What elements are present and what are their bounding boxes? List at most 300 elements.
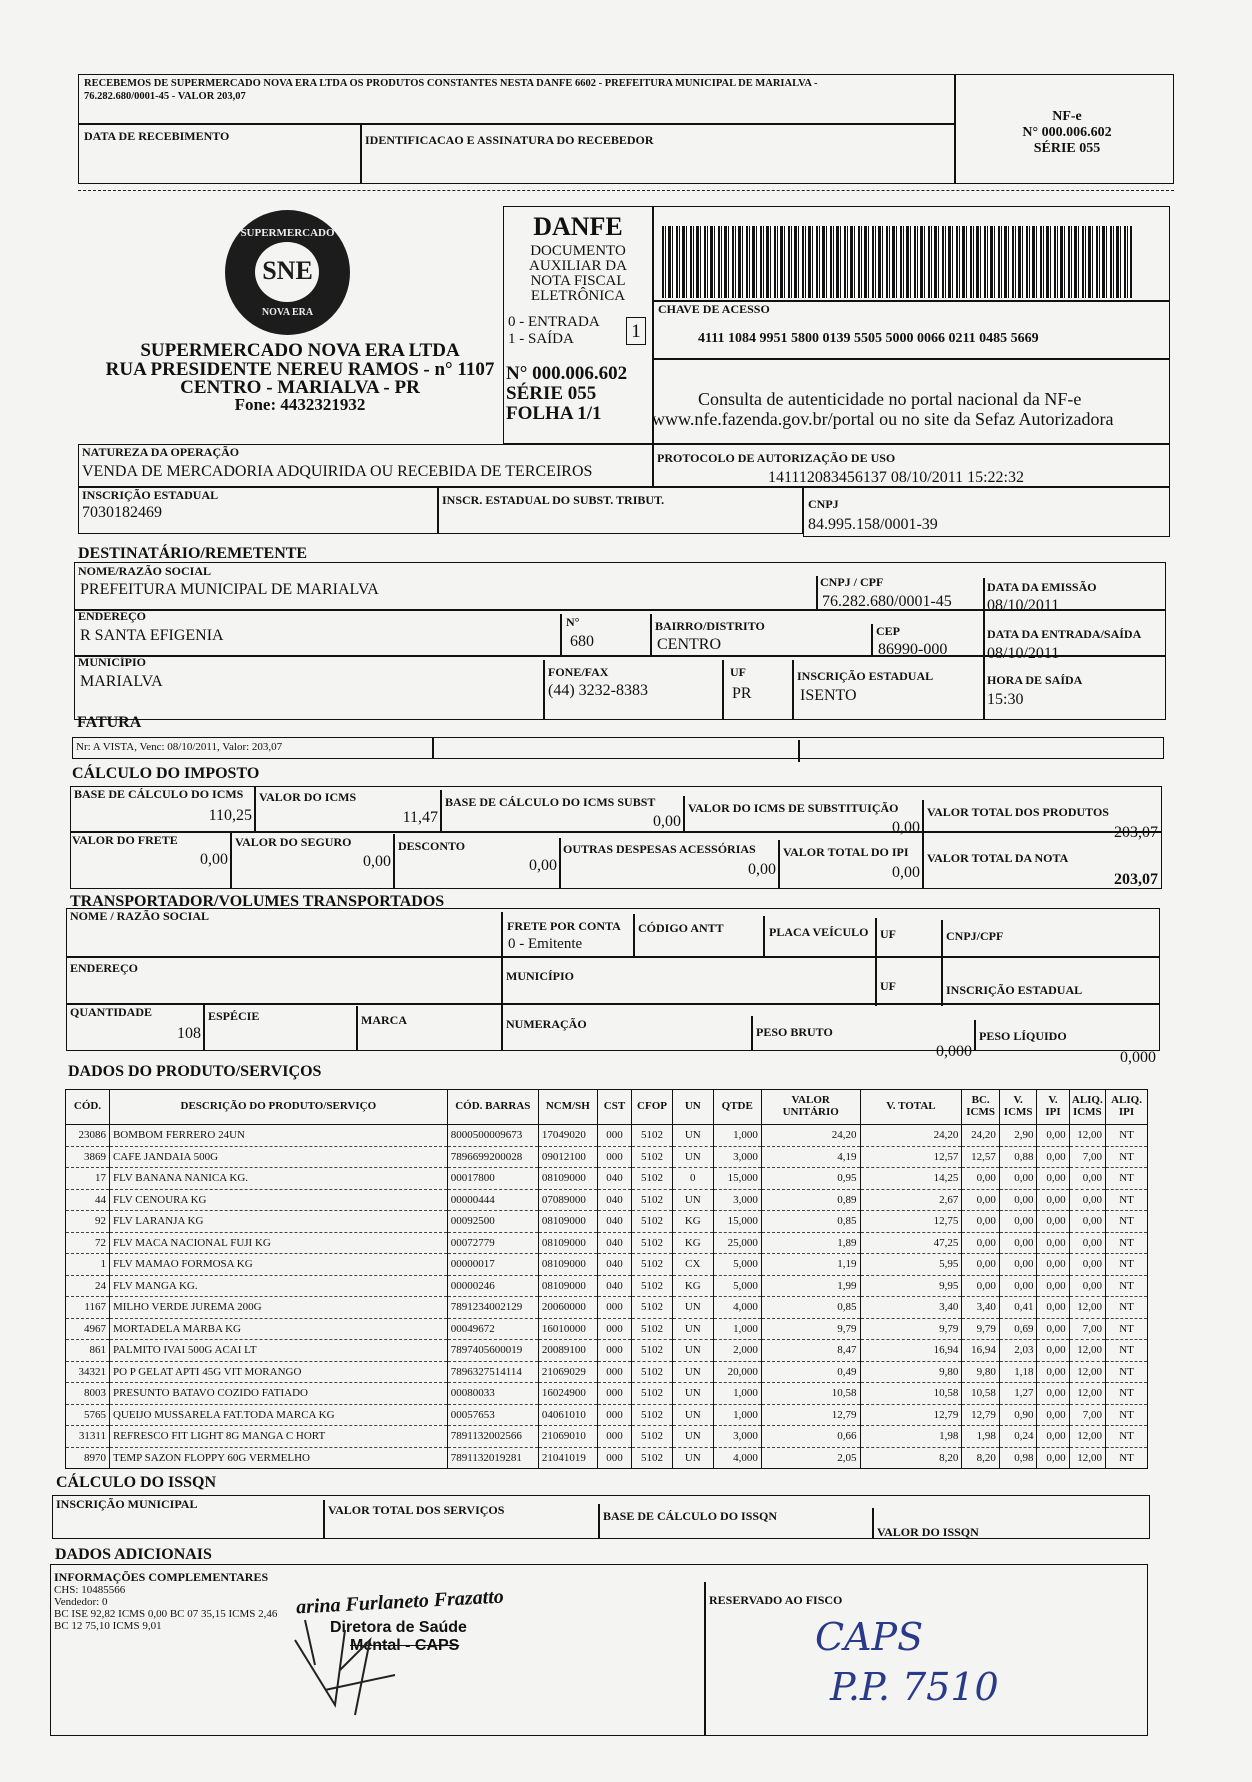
table-cell: 2,000 <box>713 1340 761 1362</box>
table-cell: 7,00 <box>1069 1318 1105 1340</box>
table-cell: 0,69 <box>999 1318 1037 1340</box>
signature-name: arina Furlaneto Frazatto <box>295 1585 505 1619</box>
cut-line <box>78 190 1174 191</box>
table-cell: 0,85 <box>761 1297 860 1319</box>
chave-label: CHAVE DE ACESSO <box>658 302 770 316</box>
total-prod: 203,07 <box>1114 824 1158 841</box>
table-cell: 0,00 <box>1069 1211 1105 1233</box>
table-cell: 3,40 <box>962 1297 1000 1319</box>
table-cell: NT <box>1106 1447 1148 1469</box>
table-cell: FLV MAMAO FORMOSA KG <box>109 1254 447 1276</box>
dest-endereco-label: ENDEREÇO <box>78 609 147 623</box>
table-cell: 2,67 <box>860 1189 962 1211</box>
ipi-label: VALOR TOTAL DO IPI <box>783 845 909 859</box>
table-row <box>66 1426 1148 1448</box>
destinatario-title: DESTINATÁRIO/REMETENTE <box>78 545 308 562</box>
dest-nome: PREFEITURA MUNICIPAL DE MARIALVA <box>80 581 379 598</box>
table-cell: 2,03 <box>999 1340 1037 1362</box>
table-cell: 5102 <box>632 1447 673 1469</box>
table-cell: 0,49 <box>761 1361 860 1383</box>
table-cell: 21069029 <box>538 1361 597 1383</box>
col-header: DESCRIÇÃO DO PRODUTO/SERVIÇO <box>109 1090 447 1125</box>
transp-antt-label: CÓDIGO ANTT <box>638 921 724 935</box>
danfe-sub4: ELETRÔNICA <box>530 288 626 304</box>
table-cell: 040 <box>597 1254 631 1276</box>
table-cell: 7896699200028 <box>447 1146 538 1168</box>
col-header: V. ICMS <box>999 1090 1037 1125</box>
bc-st-label: BASE DE CÁLCULO DO ICMS SUBST <box>445 795 656 809</box>
table-cell: 5102 <box>632 1254 673 1276</box>
table-cell: 17 <box>66 1168 110 1190</box>
table-cell: 5102 <box>632 1404 673 1426</box>
table-cell: 16010000 <box>538 1318 597 1340</box>
table-cell: 0,00 <box>1037 1361 1069 1383</box>
table-cell: 0,00 <box>1037 1404 1069 1426</box>
table-cell: 0,00 <box>999 1211 1037 1233</box>
dest-municipio-label: MUNICÍPIO <box>78 655 146 669</box>
table-cell: 1,98 <box>860 1426 962 1448</box>
transp-municipio-label: MUNICÍPIO <box>506 969 574 983</box>
table-cell: 24 <box>66 1275 110 1297</box>
table-cell: UN <box>672 1447 713 1469</box>
table-cell: 7896327514114 <box>447 1361 538 1383</box>
danfe-tipo-box: 1 <box>626 317 646 345</box>
table-cell: 0,00 <box>962 1275 1000 1297</box>
table-cell: 5102 <box>632 1297 673 1319</box>
table-cell: 12,00 <box>1069 1125 1105 1147</box>
table-cell: 000 <box>597 1447 631 1469</box>
table-cell: 0,00 <box>1037 1254 1069 1276</box>
table-cell: TEMP SAZON FLOPPY 60G VERMELHO <box>109 1447 447 1469</box>
table-cell: 25,000 <box>713 1232 761 1254</box>
dest-endereco: R SANTA EFIGENIA <box>80 627 224 644</box>
table-cell: 24,20 <box>962 1125 1000 1147</box>
table-cell: 0,00 <box>999 1168 1037 1190</box>
table-cell: 1,000 <box>713 1404 761 1426</box>
table-cell: NT <box>1106 1254 1148 1276</box>
col-header: CFOP <box>632 1090 673 1125</box>
dest-bairro: CENTRO <box>657 636 721 653</box>
col-header: CÓD. <box>66 1090 110 1125</box>
table-row <box>66 1318 1148 1340</box>
table-row <box>66 1340 1148 1362</box>
table-cell: 0,00 <box>1069 1254 1105 1276</box>
table-cell: 000 <box>597 1125 631 1147</box>
dest-uf-label: UF <box>730 665 746 679</box>
table-cell: 00000017 <box>447 1254 538 1276</box>
table-cell: 12,57 <box>860 1146 962 1168</box>
table-cell: 0,00 <box>1037 1447 1069 1469</box>
table-cell: PALMITO IVAI 500G ACAI LT <box>109 1340 447 1362</box>
transp-endereco-label: ENDEREÇO <box>70 961 139 975</box>
table-cell: 7891132002566 <box>447 1426 538 1448</box>
table-cell: 0,00 <box>1037 1383 1069 1405</box>
natureza-label: NATUREZA DA OPERAÇÃO <box>82 445 240 459</box>
dest-hora: 15:30 <box>987 691 1024 708</box>
products-table <box>65 1089 1148 1469</box>
table-cell: 1,27 <box>999 1383 1037 1405</box>
table-cell: 8003 <box>66 1383 110 1405</box>
bc-st: 0,00 <box>653 813 681 830</box>
table-cell: 4,19 <box>761 1146 860 1168</box>
table-cell: 14,25 <box>860 1168 962 1190</box>
table-cell: 12,57 <box>962 1146 1000 1168</box>
table-cell: 00080033 <box>447 1383 538 1405</box>
table-cell: FLV BANANA NANICA KG. <box>109 1168 447 1190</box>
table-cell: NT <box>1106 1168 1148 1190</box>
table-cell: NT <box>1106 1383 1148 1405</box>
table-cell: 31311 <box>66 1426 110 1448</box>
barcode <box>662 226 1132 298</box>
table-cell: 0,85 <box>761 1211 860 1233</box>
dest-numero-label: N° <box>566 615 580 629</box>
col-header: BC. ICMS <box>962 1090 1000 1125</box>
info-linha-1: CHS: 10485566 <box>54 1584 126 1596</box>
total-nota-label: VALOR TOTAL DA NOTA <box>927 851 1069 865</box>
table-cell: NT <box>1106 1340 1148 1362</box>
table-cell: 0,00 <box>962 1232 1000 1254</box>
table-row <box>66 1275 1148 1297</box>
table-cell: NT <box>1106 1426 1148 1448</box>
protocolo-valor: 141112083456137 08/10/2011 15:22:32 <box>768 469 1024 486</box>
col-header: UN <box>672 1090 713 1125</box>
table-cell: 21069010 <box>538 1426 597 1448</box>
info-linha-4: BC 12 75,10 ICMS 9,01 <box>54 1620 162 1632</box>
dest-emissao-label: DATA DA EMISSÃO <box>987 580 1097 594</box>
table-cell: 20089100 <box>538 1340 597 1362</box>
info-linha-3: BC ISE 92,82 ICMS 0,00 BC 07 35,15 ICMS 2,46 <box>54 1608 278 1620</box>
table-cell: CAFE JANDAIA 500G <box>109 1146 447 1168</box>
emitente-fone: Fone: 4432321932 <box>234 395 366 414</box>
table-cell: 0,00 <box>1037 1211 1069 1233</box>
frete: 0,00 <box>200 851 228 868</box>
desconto-label: DESCONTO <box>398 839 466 853</box>
table-cell: UN <box>672 1361 713 1383</box>
table-cell: 0,00 <box>1069 1189 1105 1211</box>
transp-liquido-label: PESO LÍQUIDO <box>979 1029 1067 1043</box>
dest-numero: 680 <box>570 633 594 650</box>
table-cell: 00049672 <box>447 1318 538 1340</box>
ie-st-label: INSCR. ESTADUAL DO SUBST. TRIBUT. <box>442 493 665 507</box>
table-cell: 4,000 <box>713 1297 761 1319</box>
natureza-valor: VENDA DE MERCADORIA ADQUIRIDA OU RECEBIDA DE TERCEIROS <box>82 463 593 480</box>
table-cell: NT <box>1106 1404 1148 1426</box>
table-cell: 1,000 <box>713 1318 761 1340</box>
dest-ie-label: INSCRIÇÃO ESTADUAL <box>797 669 934 683</box>
dest-nome-label: NOME/RAZÃO SOCIAL <box>78 564 212 578</box>
table-cell: 861 <box>66 1340 110 1362</box>
table-cell: 08109000 <box>538 1254 597 1276</box>
logo-text-top: SUPERMERCADO <box>240 227 335 239</box>
dest-cnpj-label: CNPJ / CPF <box>820 575 884 589</box>
col-header: NCM/SH <box>538 1090 597 1125</box>
dest-cep: 86990-000 <box>878 641 948 658</box>
table-cell: 7897405600019 <box>447 1340 538 1362</box>
table-cell: 8,20 <box>860 1447 962 1469</box>
danfe-numero: N° 000.006.602 <box>506 363 628 384</box>
table-cell: 0,88 <box>999 1146 1037 1168</box>
table-cell: FLV LARANJA KG <box>109 1211 447 1233</box>
dest-entrada: 08/10/2011 <box>987 645 1060 662</box>
table-cell: NT <box>1106 1211 1148 1233</box>
desconto: 0,00 <box>529 857 557 874</box>
table-cell: 3,000 <box>713 1426 761 1448</box>
danfe-sub2: AUXILIAR DA <box>529 258 627 274</box>
issqn-title: CÁLCULO DO ISSQN <box>56 1474 217 1491</box>
table-cell: 0,00 <box>1037 1318 1069 1340</box>
table-cell: 10,58 <box>761 1383 860 1405</box>
issqn-servicos-label: VALOR TOTAL DOS SERVIÇOS <box>328 1503 505 1517</box>
dest-bairro-label: BAIRRO/DISTRITO <box>655 619 765 633</box>
table-cell: 5102 <box>632 1383 673 1405</box>
signature-scribble <box>285 1610 425 1720</box>
table-cell: 040 <box>597 1168 631 1190</box>
stamp-line-2: Mental - CAPS <box>350 1637 460 1654</box>
table-cell: NT <box>1106 1189 1148 1211</box>
table-cell: 7,00 <box>1069 1404 1105 1426</box>
table-cell: 000 <box>597 1361 631 1383</box>
table-cell: 16,94 <box>962 1340 1000 1362</box>
table-cell: 16,94 <box>860 1340 962 1362</box>
table-cell: 0,00 <box>1037 1189 1069 1211</box>
table-cell: 0,00 <box>999 1254 1037 1276</box>
table-cell: 47,25 <box>860 1232 962 1254</box>
table-cell: 000 <box>597 1318 631 1340</box>
table-cell: 12,79 <box>761 1404 860 1426</box>
table-cell: 1,000 <box>713 1383 761 1405</box>
table-cell: 1,000 <box>713 1125 761 1147</box>
table-cell: 10,58 <box>860 1383 962 1405</box>
col-header: ALIQ. IPI <box>1106 1090 1148 1125</box>
table-cell: 9,80 <box>860 1361 962 1383</box>
table-cell: 1 <box>66 1254 110 1276</box>
table-cell: NT <box>1106 1297 1148 1319</box>
table-row <box>66 1125 1148 1147</box>
table-cell: 2,90 <box>999 1125 1037 1147</box>
table-cell: 040 <box>597 1232 631 1254</box>
table-cell: 04061010 <box>538 1404 597 1426</box>
table-cell: 5102 <box>632 1232 673 1254</box>
fatura-texto: Nr: A VISTA, Venc: 08/10/2011, Valor: 203,07 <box>76 741 283 753</box>
table-cell: FLV CENOURA KG <box>109 1189 447 1211</box>
table-row <box>66 1361 1148 1383</box>
emitente-cidade: CENTRO - MARIALVA - PR <box>180 377 420 398</box>
table-cell: 20,000 <box>713 1361 761 1383</box>
table-cell: 7891132019281 <box>447 1447 538 1469</box>
danfe-saida: 1 - SAÍDA <box>508 331 574 347</box>
table-cell: 3,000 <box>713 1146 761 1168</box>
danfe-sub3: NOTA FISCAL <box>530 273 626 289</box>
outras-label: OUTRAS DESPESAS ACESSÓRIAS <box>563 842 756 856</box>
consulta-1: Consulta de autenticidade no portal nacional da NF-e <box>698 389 1082 409</box>
bc-icms-label: BASE DE CÁLCULO DO ICMS <box>74 787 244 801</box>
table-cell: 0,00 <box>1037 1426 1069 1448</box>
table-cell: 1,98 <box>962 1426 1000 1448</box>
dest-entrada-label: DATA DA ENTRADA/SAÍDA <box>987 627 1142 641</box>
reservado-label: RESERVADO AO FISCO <box>709 1593 843 1607</box>
frete-label: VALOR DO FRETE <box>72 833 178 847</box>
dest-fone: (44) 3232-8383 <box>548 682 648 699</box>
table-cell: 8,47 <box>761 1340 860 1362</box>
table-cell: 5102 <box>632 1426 673 1448</box>
table-cell: 5102 <box>632 1125 673 1147</box>
ie-valor: 7030182469 <box>82 504 162 521</box>
table-row <box>66 1404 1148 1426</box>
table-cell: CX <box>672 1254 713 1276</box>
chave-valor: 4111 1084 9951 5800 0139 5505 5000 0066 0211 0485 5669 <box>698 331 1039 346</box>
table-cell: 5,95 <box>860 1254 962 1276</box>
table-cell: FLV MANGA KG. <box>109 1275 447 1297</box>
table-cell: NT <box>1106 1232 1148 1254</box>
table-cell: UN <box>672 1426 713 1448</box>
transp-numeracao-label: NUMERAÇÃO <box>506 1017 587 1031</box>
table-cell: QUEIJO MUSSARELA FAT.TODA MARCA KG <box>109 1404 447 1426</box>
logo-text-bottom: NOVA ERA <box>261 307 314 318</box>
canhoto-nfe: NF-e <box>1052 109 1082 124</box>
table-cell: 34321 <box>66 1361 110 1383</box>
canhoto-recebemos: RECEBEMOS DE SUPERMERCADO NOVA ERA LTDA OS PRODUTOS CONSTANTES NESTA DANFE 6602 - PREFEITURA MUNICIPAL DE MARIALVA - <box>84 78 818 89</box>
table-cell: 5102 <box>632 1340 673 1362</box>
table-cell: UN <box>672 1383 713 1405</box>
table-cell: 3869 <box>66 1146 110 1168</box>
table-cell: 000 <box>597 1426 631 1448</box>
table-cell: UN <box>672 1297 713 1319</box>
ipi: 0,00 <box>892 864 920 881</box>
table-cell: 000 <box>597 1340 631 1362</box>
dest-ie: ISENTO <box>800 687 857 704</box>
table-cell: 17049020 <box>538 1125 597 1147</box>
emitente-nome: SUPERMERCADO NOVA ERA LTDA <box>140 340 460 361</box>
table-cell: 1,99 <box>761 1275 860 1297</box>
transp-uf2-label: UF <box>880 979 896 993</box>
transp-uf-label: UF <box>880 927 896 941</box>
table-cell: 20060000 <box>538 1297 597 1319</box>
table-cell: 0,00 <box>1037 1146 1069 1168</box>
table-cell: 3,40 <box>860 1297 962 1319</box>
table-cell: 07089000 <box>538 1189 597 1211</box>
table-cell: 4967 <box>66 1318 110 1340</box>
canhoto-serie: SÉRIE 055 <box>1033 141 1101 156</box>
table-cell: 5,000 <box>713 1254 761 1276</box>
table-cell: 5102 <box>632 1168 673 1190</box>
transp-cnpj-label: CNPJ/CPF <box>946 929 1004 943</box>
table-cell: 040 <box>597 1275 631 1297</box>
table-cell: 44 <box>66 1189 110 1211</box>
handwritten-pp: P.P. 7510 <box>830 1665 999 1709</box>
table-cell: 0,98 <box>999 1447 1037 1469</box>
table-cell: 12,00 <box>1069 1297 1105 1319</box>
transp-ie-label: INSCRIÇÃO ESTADUAL <box>946 983 1083 997</box>
table-cell: 0,00 <box>1069 1275 1105 1297</box>
transp-nome-label: NOME / RAZÃO SOCIAL <box>70 909 210 923</box>
table-cell: UN <box>672 1125 713 1147</box>
imposto-title: CÁLCULO DO IMPOSTO <box>72 765 260 782</box>
canhoto-numero: N° 000.006.602 <box>1022 125 1112 140</box>
table-cell: 0,00 <box>962 1189 1000 1211</box>
table-row <box>66 1168 1148 1190</box>
table-cell: 0,00 <box>962 1168 1000 1190</box>
table-cell: 0,00 <box>1069 1168 1105 1190</box>
table-row <box>66 1146 1148 1168</box>
table-cell: 00000444 <box>447 1189 538 1211</box>
products-header-row <box>66 1090 1148 1125</box>
table-cell: 10,58 <box>962 1383 1000 1405</box>
table-cell: 08109000 <box>538 1232 597 1254</box>
dest-emissao: 08/10/2011 <box>987 597 1060 614</box>
table-cell: KG <box>672 1275 713 1297</box>
table-row <box>66 1383 1148 1405</box>
table-cell: 0,00 <box>999 1232 1037 1254</box>
table-cell: REFRESCO FIT LIGHT 8G MANGA C HORT <box>109 1426 447 1448</box>
emitente-endereco: RUA PRESIDENTE NEREU RAMOS - n° 1107 <box>105 359 495 380</box>
table-cell: 0,00 <box>1037 1168 1069 1190</box>
table-cell: 08109000 <box>538 1275 597 1297</box>
table-cell: 08109000 <box>538 1168 597 1190</box>
col-header: ALIQ. ICMS <box>1069 1090 1105 1125</box>
table-row <box>66 1211 1148 1233</box>
table-cell: 000 <box>597 1383 631 1405</box>
table-cell: 08109000 <box>538 1211 597 1233</box>
total-prod-label: VALOR TOTAL DOS PRODUTOS <box>927 805 1109 819</box>
table-cell: 21041019 <box>538 1447 597 1469</box>
icms: 11,47 <box>402 809 438 826</box>
table-cell: 12,00 <box>1069 1361 1105 1383</box>
danfe-serie: SÉRIE 055 <box>506 383 597 404</box>
table-cell: 12,79 <box>860 1404 962 1426</box>
seguro: 0,00 <box>363 853 391 870</box>
table-cell: NT <box>1106 1146 1148 1168</box>
table-cell: UN <box>672 1189 713 1211</box>
danfe-title: DANFE <box>533 212 623 241</box>
danfe-folha: FOLHA 1/1 <box>506 403 602 424</box>
transp-liquido: 0,000 <box>1120 1049 1156 1066</box>
transp-qtd-label: QUANTIDADE <box>70 1005 153 1019</box>
table-cell: 1167 <box>66 1297 110 1319</box>
table-cell: 8970 <box>66 1447 110 1469</box>
consulta-2: www.nfe.fazenda.gov.br/portal ou no site da Sefaz Autorizadora <box>652 409 1114 429</box>
table-cell: MORTADELA MARBA KG <box>109 1318 447 1340</box>
table-cell: NT <box>1106 1361 1148 1383</box>
table-cell: 00000246 <box>447 1275 538 1297</box>
table-cell: 000 <box>597 1404 631 1426</box>
table-cell: FLV MACA NACIONAL FUJI KG <box>109 1232 447 1254</box>
table-cell: 5102 <box>632 1361 673 1383</box>
table-cell: NT <box>1106 1318 1148 1340</box>
table-cell: UN <box>672 1318 713 1340</box>
transp-frete: 0 - Emitente <box>508 936 583 952</box>
table-cell: 0,00 <box>1037 1125 1069 1147</box>
table-cell: 12,79 <box>962 1404 1000 1426</box>
table-cell: 1,19 <box>761 1254 860 1276</box>
table-cell: 0,90 <box>999 1404 1037 1426</box>
table-cell: 7,00 <box>1069 1146 1105 1168</box>
transp-frete-label: FRETE POR CONTA <box>507 919 621 933</box>
protocolo-label: PROTOCOLO DE AUTORIZAÇÃO DE USO <box>657 451 896 465</box>
table-row <box>66 1447 1148 1469</box>
table-row <box>66 1254 1148 1276</box>
icms-st-label: VALOR DO ICMS DE SUBSTITUIÇÃO <box>688 801 899 815</box>
table-cell: UN <box>672 1146 713 1168</box>
identificacao-label: IDENTIFICACAO E ASSINATURA DO RECEBEDOR <box>365 133 654 147</box>
table-cell: BOMBOM FERRERO 24UN <box>109 1125 447 1147</box>
table-cell: 12,00 <box>1069 1383 1105 1405</box>
danfe-sub1: DOCUMENTO <box>530 243 626 259</box>
table-cell: 0,00 <box>1037 1232 1069 1254</box>
cnpj-valor: 84.995.158/0001-39 <box>808 516 938 533</box>
table-cell: 00057653 <box>447 1404 538 1426</box>
table-cell: 16024900 <box>538 1383 597 1405</box>
info-label: INFORMAÇÕES COMPLEMENTARES <box>54 1570 269 1584</box>
